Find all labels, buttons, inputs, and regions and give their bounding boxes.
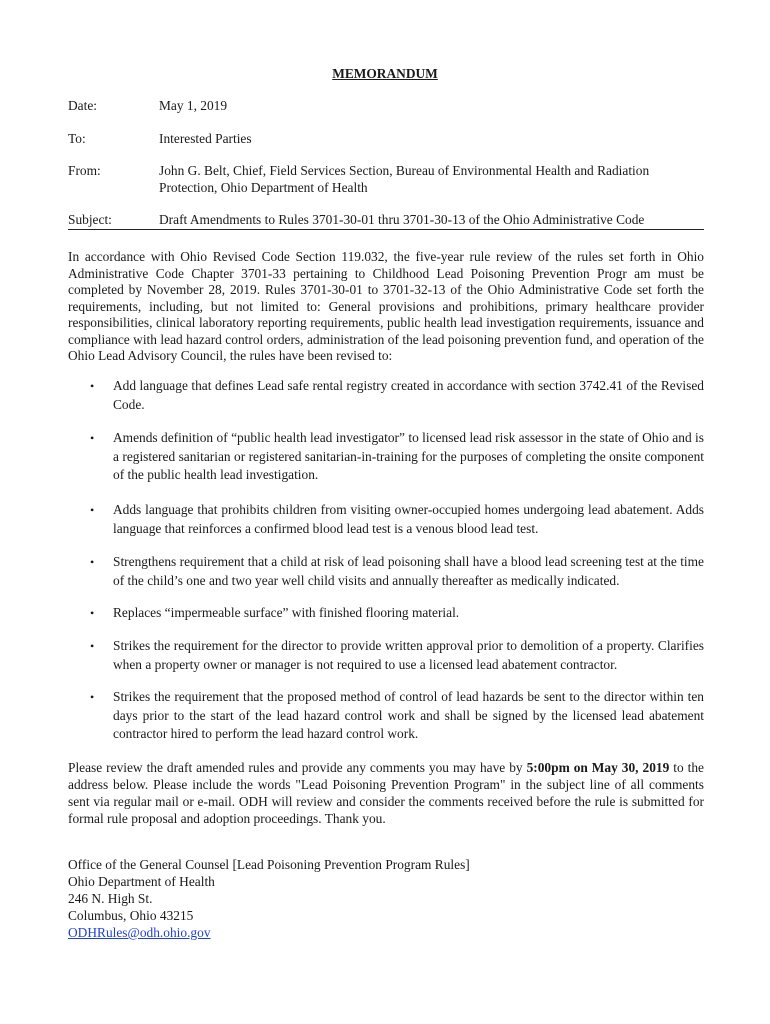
subject-divider — [68, 229, 704, 230]
list-item — [68, 429, 704, 485]
to-label: To: — [68, 131, 86, 146]
address-line-department: Ohio Department of Health — [68, 874, 215, 889]
closing-paragraph — [68, 759, 704, 827]
list-item-text: Strikes the requirement that the proposed method of control of lead hazards be sent to the director within ten days prior to the start of the lead hazard control work and shall be signed by the licensed lead abatement contractor hired to perform the lead hazard control work. — [113, 689, 704, 741]
closing-text-end: to the address below. Please include the words "Lead Poisoning Prevention Program" in the subject line of all comments sent via regular mail or e-mail. ODH will review and consider the comments received before the rule is submitted for formal rule proposal and adoption proceedings. Thank you. — [68, 760, 704, 826]
subject-label: Subject: — [68, 212, 112, 227]
intro-paragraph: In accordance with Ohio Revised Code Section 119.032, the five-year rule review of the rules set forth in Ohio Administrative Code Chapter 3701-33 pertaining to Childhood Lead Poisoning Prevention Progr am must be completed by November 28, 2019. Rules 3701-30-01 to 3701-32-13 of the Ohio Administrative Code set forth the requirements, including, but not limited to: General provisions and prohibitions, primary healthcare provider responsibilities, clinical laboratory reporting requirements, public health lead investigation requirements, issuance and compliance with lead hazard control orders, administration of the lead poisoning prevention fund, and operation of the Ohio Lead Advisory Council, the rules have been revised to: — [68, 249, 704, 363]
memo-title: MEMORANDUM — [332, 66, 438, 81]
list-item — [68, 688, 704, 744]
closing-text-start: Please review the draft amended rules and provide any comments you may have by — [68, 760, 527, 775]
mailing-address — [68, 856, 704, 941]
to-value: Interested Parties — [159, 131, 252, 146]
date-label: Date: — [68, 98, 97, 113]
list-item — [68, 501, 704, 538]
bullet-icon: • — [90, 379, 95, 393]
from-label: From: — [68, 163, 101, 178]
list-item-text: Strengthens requirement that a child at risk of lead poisoning shall have a blood lead screening test at the time of the child’s one and two year well child visits and annually thereafter as medically indicated. — [113, 554, 704, 588]
list-item — [68, 604, 704, 623]
address-line-street: 246 N. High St. — [68, 891, 153, 906]
list-item-text: Adds language that prohibits children from visiting owner-occupied homes undergoing lead abatement. Adds language that reinforces a confirmed blood lead test is a venous blood lead test. — [113, 502, 704, 536]
subject-value: Draft Amendments to Rules 3701-30-01 thru 3701-30-13 of the Ohio Administrative Code — [159, 212, 645, 227]
list-item-text: Add language that defines Lead safe rental registry created in accordance with section 3742.41 of the Revised Code. — [113, 378, 704, 412]
date-value: May 1, 2019 — [159, 98, 228, 113]
comment-deadline: 5:00pm on May 30, 2019 — [526, 760, 670, 775]
list-item — [68, 377, 704, 414]
bullet-icon: • — [90, 503, 95, 517]
bullet-icon: • — [90, 555, 95, 569]
list-item — [68, 637, 704, 674]
list-item-text: Strikes the requirement for the director to provide written approval prior to demolition of a property. Clarifies when a property owner or manager is not required to use a licensed lead abatement contractor. — [113, 638, 704, 672]
bullet-icon: • — [90, 431, 95, 445]
address-line-office: Office of the General Counsel [Lead Poisoning Prevention Program Rules] — [68, 857, 470, 872]
list-item — [68, 553, 704, 590]
bullet-icon: • — [90, 606, 95, 620]
email-link[interactable]: ODHRules@odh.ohio.gov — [68, 925, 211, 940]
list-item-text: Replaces “impermeable surface” with finished flooring material. — [113, 605, 460, 620]
list-item-text: Amends definition of “public health lead investigator” to licensed lead risk assessor in the state of Ohio and is a registered sanitarian or registered sanitarian-in-training for the purposes of completing the onsite component of the public health lead investigation. — [113, 430, 704, 482]
from-value: John G. Belt, Chief, Field Services Section, Bureau of Environmental Health and Radiation Protection, Ohio Department of Health — [159, 163, 650, 195]
bullet-icon: • — [90, 690, 95, 704]
address-line-city: Columbus, Ohio 43215 — [68, 908, 194, 923]
bullet-icon: • — [90, 639, 95, 653]
